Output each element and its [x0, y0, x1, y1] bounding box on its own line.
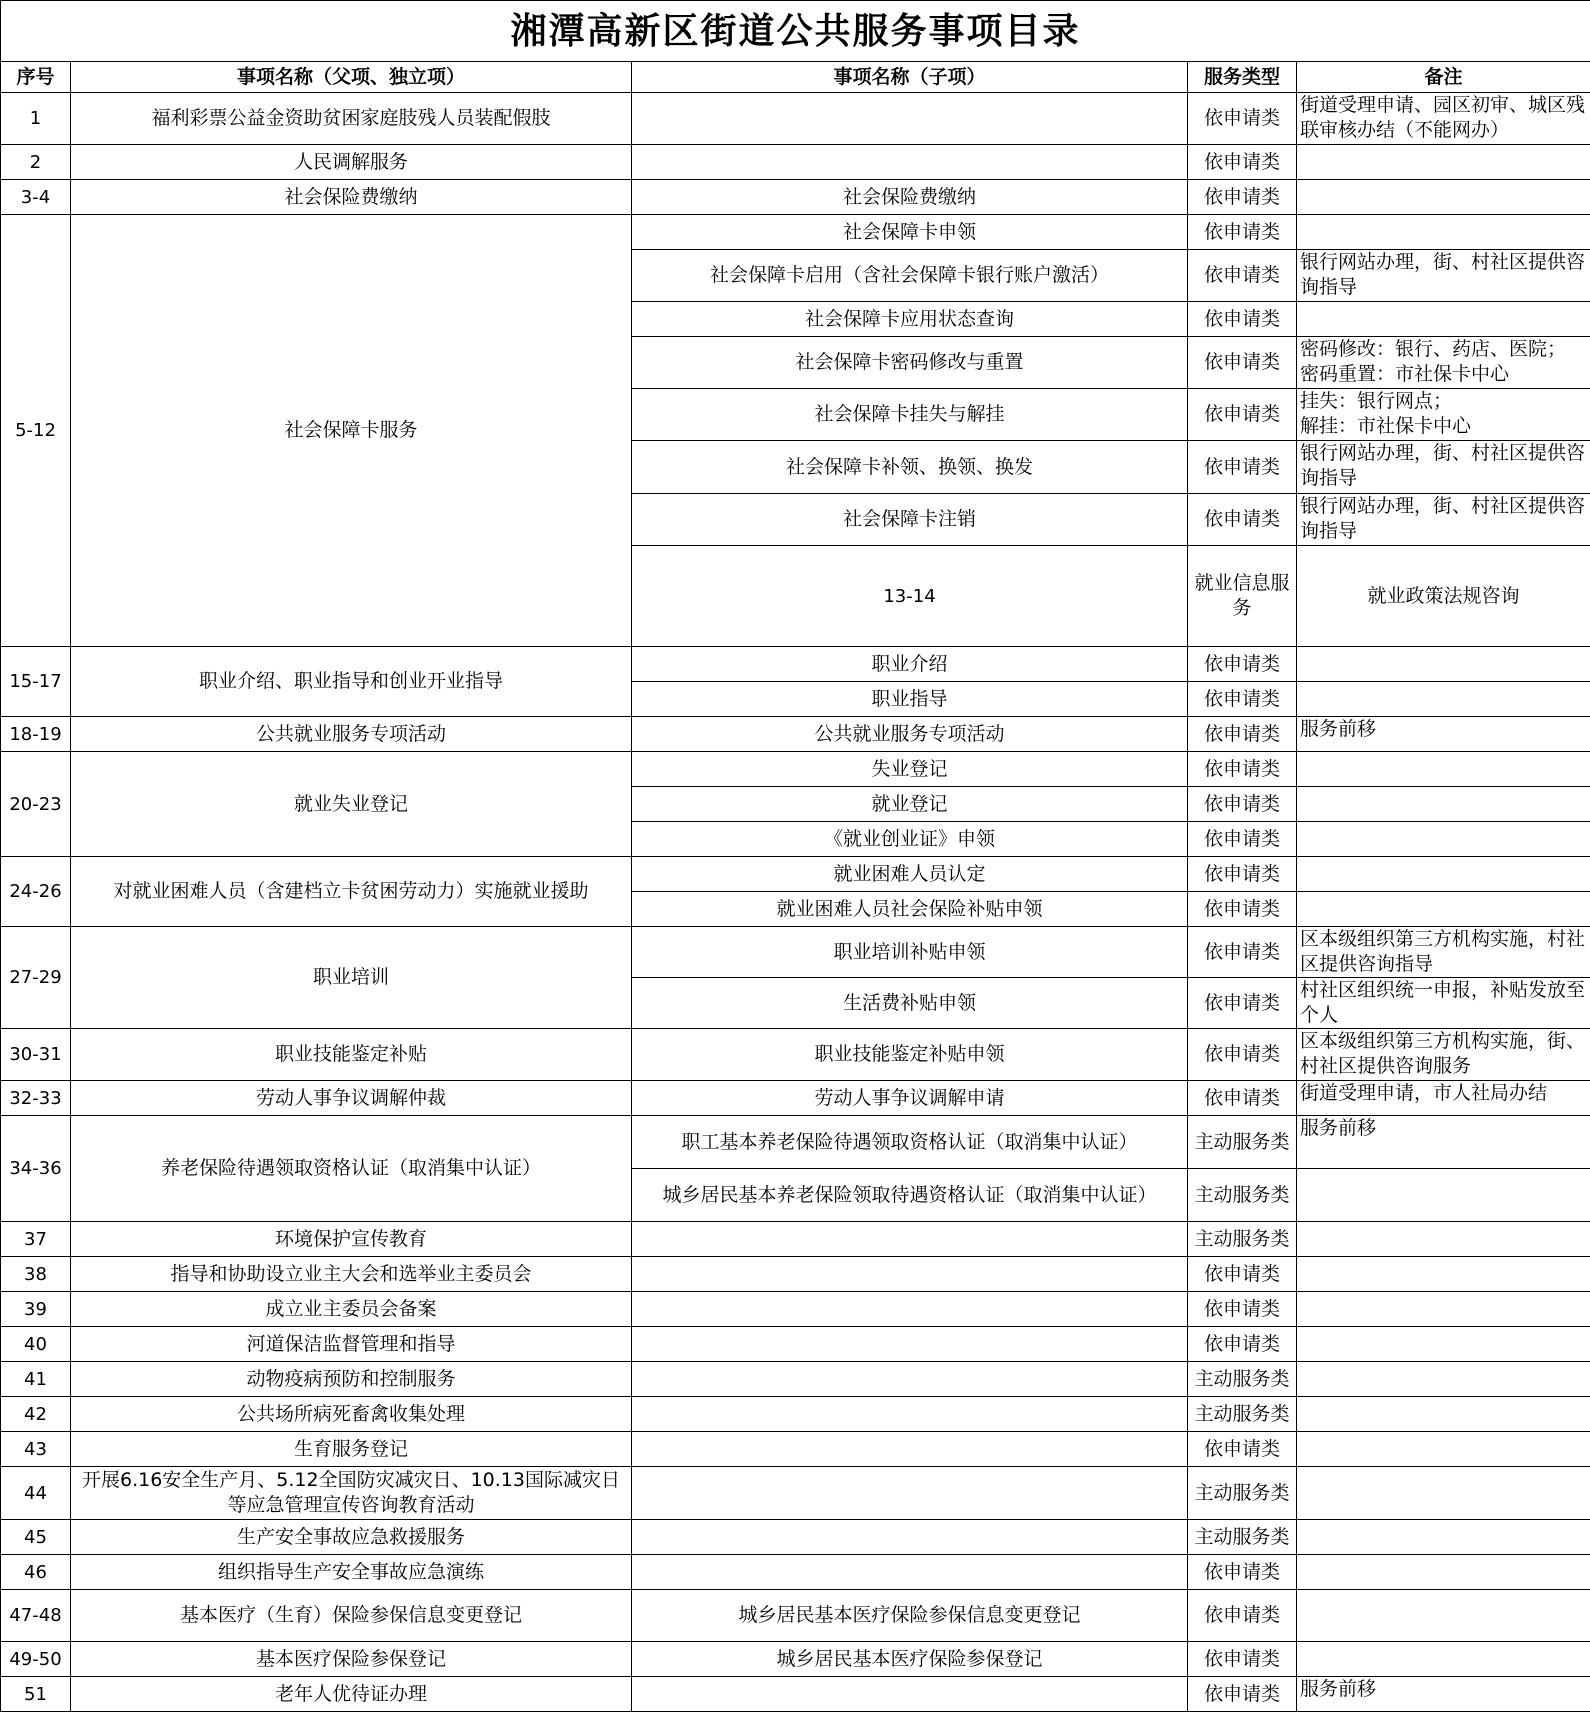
parent-item-cell: 就业信息服务 [1188, 546, 1297, 647]
table-row [1, 1555, 1590, 1590]
service-type-cell: 依申请类 [1188, 752, 1297, 787]
child-item-cell [632, 145, 1188, 180]
remarks-cell: 街道受理申请、园区初审、城区残联审核办结（不能网办） [1297, 93, 1590, 145]
service-type-cell: 依申请类 [1188, 1677, 1297, 1712]
remarks-cell: 服务前移 [1297, 1116, 1590, 1169]
service-type-cell: 依申请类 [1188, 857, 1297, 892]
child-item-cell: 社会保障卡申领 [632, 215, 1188, 250]
child-item-cell: 职业技能鉴定补贴申领 [632, 1029, 1188, 1081]
remarks-cell [1297, 1169, 1590, 1222]
table-row [1, 1362, 1590, 1397]
child-item-cell: 就业困难人员社会保险补贴申领 [632, 892, 1188, 927]
parent-item-cell: 组织指导生产安全事故应急演练 [71, 1555, 632, 1590]
header-seq: 序号 [1, 62, 71, 93]
service-type-cell: 主动服务类 [1188, 1397, 1297, 1432]
child-item-cell: 职工基本养老保险待遇领取资格认证（取消集中认证） [632, 1116, 1188, 1169]
row-number-cell: 37 [1, 1222, 71, 1257]
row-number-cell: 49-50 [1, 1642, 71, 1677]
row-number-cell: 51 [1, 1677, 71, 1712]
child-item-cell: 社会保障卡挂失与解挂 [632, 389, 1188, 441]
parent-item-cell: 职业技能鉴定补贴 [71, 1029, 632, 1081]
child-item-cell: 社会保险费缴纳 [632, 180, 1188, 215]
child-item-cell: 城乡居民基本养老保险领取待遇资格认证（取消集中认证） [632, 1169, 1188, 1222]
service-type-cell: 主动服务类 [1188, 1520, 1297, 1555]
table-row [1, 1081, 1590, 1116]
table-row [1, 1520, 1590, 1555]
table-row [1, 857, 1590, 892]
parent-item-cell: 河道保洁监督管理和指导 [71, 1327, 632, 1362]
remarks-cell: 银行网站办理，街、村社区提供咨询指导 [1297, 494, 1590, 546]
table-row [1, 145, 1590, 180]
remarks-cell [1297, 1590, 1590, 1642]
child-item-cell: 城乡居民基本医疗保险参保登记 [632, 1642, 1188, 1677]
table-row [1, 1222, 1590, 1257]
row-number-cell: 15-17 [1, 647, 71, 717]
service-type-cell: 依申请类 [1188, 1292, 1297, 1327]
parent-item-cell: 职业培训 [71, 927, 632, 1029]
parent-item-cell: 职业介绍、职业指导和创业开业指导 [71, 647, 632, 717]
remarks-cell [1297, 145, 1590, 180]
table-row [1, 647, 1590, 682]
row-number-cell: 40 [1, 1327, 71, 1362]
row-number-cell: 38 [1, 1257, 71, 1292]
remarks-cell [1297, 822, 1590, 857]
remarks-cell [1297, 1292, 1590, 1327]
table-row [1, 1257, 1590, 1292]
child-item-cell: 职业介绍 [632, 647, 1188, 682]
service-type-cell: 主动服务类 [1188, 1116, 1297, 1169]
remarks-cell [1297, 1397, 1590, 1432]
table-row [1, 180, 1590, 215]
parent-item-cell: 开展6.16安全生产月、5.12全国防灾减灾日、10.13国际减灾日等应急管理宣传咨询教育活动 [71, 1467, 632, 1520]
row-number-cell: 13-14 [632, 546, 1188, 647]
service-type-cell: 依申请类 [1188, 978, 1297, 1029]
row-number-cell: 1 [1, 93, 71, 145]
child-item-cell: 职业培训补贴申领 [632, 927, 1188, 978]
service-type-cell: 依申请类 [1188, 180, 1297, 215]
child-item-cell [632, 1327, 1188, 1362]
parent-item-cell: 环境保护宣传教育 [71, 1222, 632, 1257]
parent-item-cell: 社会保障卡服务 [71, 215, 632, 647]
child-item-cell: 社会保障卡应用状态查询 [632, 302, 1188, 337]
table-row [1, 1467, 1590, 1520]
service-type-cell: 依申请类 [1188, 717, 1297, 752]
child-item-cell: 社会保障卡补领、换领、换发 [632, 441, 1188, 494]
remarks-cell [1297, 647, 1590, 682]
service-type-cell: 主动服务类 [1188, 1362, 1297, 1397]
service-type-cell: 主动服务类 [1188, 1467, 1297, 1520]
row-number-cell: 20-23 [1, 752, 71, 857]
table-row [1, 93, 1590, 145]
service-type-cell: 依申请类 [1188, 1081, 1297, 1116]
table-row [1, 1292, 1590, 1327]
remarks-cell [1297, 1555, 1590, 1590]
remarks-cell: 银行网站办理，街、村社区提供咨询指导 [1297, 250, 1590, 302]
remarks-cell [1297, 302, 1590, 337]
table-row [1, 1677, 1590, 1712]
row-number-cell: 34-36 [1, 1116, 71, 1222]
service-type-cell: 依申请类 [1188, 250, 1297, 302]
remarks-cell [1297, 682, 1590, 717]
row-number-cell: 44 [1, 1467, 71, 1520]
row-number-cell: 30-31 [1, 1029, 71, 1081]
child-item-cell [632, 1362, 1188, 1397]
child-item-cell: 就业困难人员认定 [632, 857, 1188, 892]
parent-item-cell: 生育服务登记 [71, 1432, 632, 1467]
row-number-cell: 2 [1, 145, 71, 180]
child-item-cell: 公共就业服务专项活动 [632, 717, 1188, 752]
table-row [1, 752, 1590, 787]
parent-item-cell: 养老保险待遇领取资格认证（取消集中认证） [71, 1116, 632, 1222]
remarks-cell [1297, 1467, 1590, 1520]
service-type-cell: 依申请类 [1188, 1642, 1297, 1677]
child-item-cell: 生活费补贴申领 [632, 978, 1188, 1029]
table-row [1, 717, 1590, 752]
remarks-cell [1297, 1327, 1590, 1362]
header-parent-item: 事项名称（父项、独立项） [71, 62, 632, 93]
child-item-cell [632, 1677, 1188, 1712]
table-body [1, 93, 1590, 1712]
parent-item-cell: 基本医疗保险参保登记 [71, 1642, 632, 1677]
service-type-cell: 依申请类 [1188, 1029, 1297, 1081]
remarks-cell: 服务前移 [1297, 717, 1590, 752]
remarks-cell: 银行网站办理，街、村社区提供咨询指导 [1297, 441, 1590, 494]
parent-item-cell: 指导和协助设立业主大会和选举业主委员会 [71, 1257, 632, 1292]
remarks-cell [1297, 215, 1590, 250]
child-item-cell [632, 1467, 1188, 1520]
header-remarks: 备注 [1297, 62, 1590, 93]
header-child-item: 事项名称（子项） [632, 62, 1188, 93]
row-number-cell: 39 [1, 1292, 71, 1327]
child-item-cell [632, 1292, 1188, 1327]
child-item-cell: 劳动人事争议调解申请 [632, 1081, 1188, 1116]
parent-item-cell: 人民调解服务 [71, 145, 632, 180]
remarks-cell: 密码修改：银行、药店、医院； 密码重置：市社保卡中心 [1297, 337, 1590, 389]
remarks-cell [1297, 1257, 1590, 1292]
service-type-cell: 依申请类 [1188, 1555, 1297, 1590]
row-number-cell: 3-4 [1, 180, 71, 215]
service-type-cell: 主动服务类 [1188, 1222, 1297, 1257]
remarks-cell [1297, 180, 1590, 215]
remarks-cell [1297, 1362, 1590, 1397]
child-item-cell: 社会保障卡密码修改与重置 [632, 337, 1188, 389]
service-type-cell: 依申请类 [1188, 1327, 1297, 1362]
row-number-cell: 47-48 [1, 1590, 71, 1642]
service-type-cell: 主动服务类 [1188, 1169, 1297, 1222]
parent-item-cell: 成立业主委员会备案 [71, 1292, 632, 1327]
remarks-cell [1297, 857, 1590, 892]
table-row [1, 215, 1590, 250]
row-number-cell: 27-29 [1, 927, 71, 1029]
remarks-cell [1297, 1520, 1590, 1555]
child-item-cell: 失业登记 [632, 752, 1188, 787]
title-row [1, 1, 1590, 62]
row-number-cell: 43 [1, 1432, 71, 1467]
remarks-cell [1297, 892, 1590, 927]
service-type-cell: 依申请类 [1188, 93, 1297, 145]
remarks-cell [1297, 787, 1590, 822]
child-item-cell: 《就业创业证》申领 [632, 822, 1188, 857]
service-type-cell: 依申请类 [1188, 1590, 1297, 1642]
service-type-cell: 依申请类 [1188, 1257, 1297, 1292]
child-item-cell [632, 1257, 1188, 1292]
child-item-cell: 职业指导 [632, 682, 1188, 717]
child-item-cell: 社会保障卡启用（含社会保障卡银行账户激活） [632, 250, 1188, 302]
child-item-cell [632, 1520, 1188, 1555]
child-item-cell: 就业政策法规咨询 [1297, 546, 1590, 647]
page-title: 湘潭高新区街道公共服务事项目录 [1, 1, 1590, 62]
service-type-cell: 依申请类 [1188, 145, 1297, 180]
service-type-cell: 依申请类 [1188, 682, 1297, 717]
table-row [1, 1642, 1590, 1677]
service-type-cell: 依申请类 [1188, 1432, 1297, 1467]
service-type-cell: 依申请类 [1188, 494, 1297, 546]
remarks-cell: 村社区组织统一申报，补贴发放至个人 [1297, 978, 1590, 1029]
table-row [1, 1397, 1590, 1432]
child-item-cell [632, 1555, 1188, 1590]
row-number-cell: 32-33 [1, 1081, 71, 1116]
child-item-cell: 城乡居民基本医疗保险参保信息变更登记 [632, 1590, 1188, 1642]
parent-item-cell: 就业失业登记 [71, 752, 632, 857]
service-type-cell: 依申请类 [1188, 302, 1297, 337]
service-type-cell: 依申请类 [1188, 215, 1297, 250]
child-item-cell: 就业登记 [632, 787, 1188, 822]
parent-item-cell: 基本医疗（生育）保险参保信息变更登记 [71, 1590, 632, 1642]
service-type-cell: 依申请类 [1188, 441, 1297, 494]
service-type-cell: 依申请类 [1188, 787, 1297, 822]
header-row [1, 62, 1590, 93]
row-number-cell: 41 [1, 1362, 71, 1397]
row-number-cell: 18-19 [1, 717, 71, 752]
remarks-cell [1297, 752, 1590, 787]
service-type-cell: 依申请类 [1188, 892, 1297, 927]
child-item-cell [632, 1222, 1188, 1257]
parent-item-cell: 劳动人事争议调解仲裁 [71, 1081, 632, 1116]
table-row [1, 1327, 1590, 1362]
table-row [1, 1116, 1590, 1169]
service-type-cell: 依申请类 [1188, 927, 1297, 978]
row-number-cell: 24-26 [1, 857, 71, 927]
remarks-cell: 挂失：银行网点； 解挂：市社保卡中心 [1297, 389, 1590, 441]
remarks-cell [1297, 1432, 1590, 1467]
row-number-cell: 5-12 [1, 215, 71, 647]
parent-item-cell: 动物疫病预防和控制服务 [71, 1362, 632, 1397]
table-row [1, 1590, 1590, 1642]
remarks-cell [1297, 1642, 1590, 1677]
row-number-cell: 42 [1, 1397, 71, 1432]
service-type-cell: 依申请类 [1188, 822, 1297, 857]
remarks-cell: 区本级组织第三方机构实施，街、村社区提供咨询服务 [1297, 1029, 1590, 1081]
child-item-cell: 社会保障卡注销 [632, 494, 1188, 546]
parent-item-cell: 公共就业服务专项活动 [71, 717, 632, 752]
child-item-cell [632, 1432, 1188, 1467]
table-row [1, 927, 1590, 978]
parent-item-cell: 社会保险费缴纳 [71, 180, 632, 215]
header-service-type: 服务类型 [1188, 62, 1297, 93]
parent-item-cell: 生产安全事故应急救援服务 [71, 1520, 632, 1555]
service-type-cell: 依申请类 [1188, 337, 1297, 389]
child-item-cell [632, 93, 1188, 145]
table-row [1, 1029, 1590, 1081]
child-item-cell [632, 1397, 1188, 1432]
remarks-cell [1297, 1222, 1590, 1257]
service-type-cell: 依申请类 [1188, 389, 1297, 441]
remarks-cell: 服务前移 [1297, 1677, 1590, 1712]
table-row [1, 1432, 1590, 1467]
parent-item-cell: 对就业困难人员（含建档立卡贫困劳动力）实施就业援助 [71, 857, 632, 927]
parent-item-cell: 福利彩票公益金资助贫困家庭肢残人员装配假肢 [71, 93, 632, 145]
row-number-cell: 45 [1, 1520, 71, 1555]
remarks-cell: 街道受理申请，市人社局办结 [1297, 1081, 1590, 1116]
service-type-cell: 依申请类 [1188, 647, 1297, 682]
remarks-cell: 区本级组织第三方机构实施，村社区提供咨询指导 [1297, 927, 1590, 978]
parent-item-cell: 公共场所病死畜禽收集处理 [71, 1397, 632, 1432]
row-number-cell: 46 [1, 1555, 71, 1590]
parent-item-cell: 老年人优待证办理 [71, 1677, 632, 1712]
